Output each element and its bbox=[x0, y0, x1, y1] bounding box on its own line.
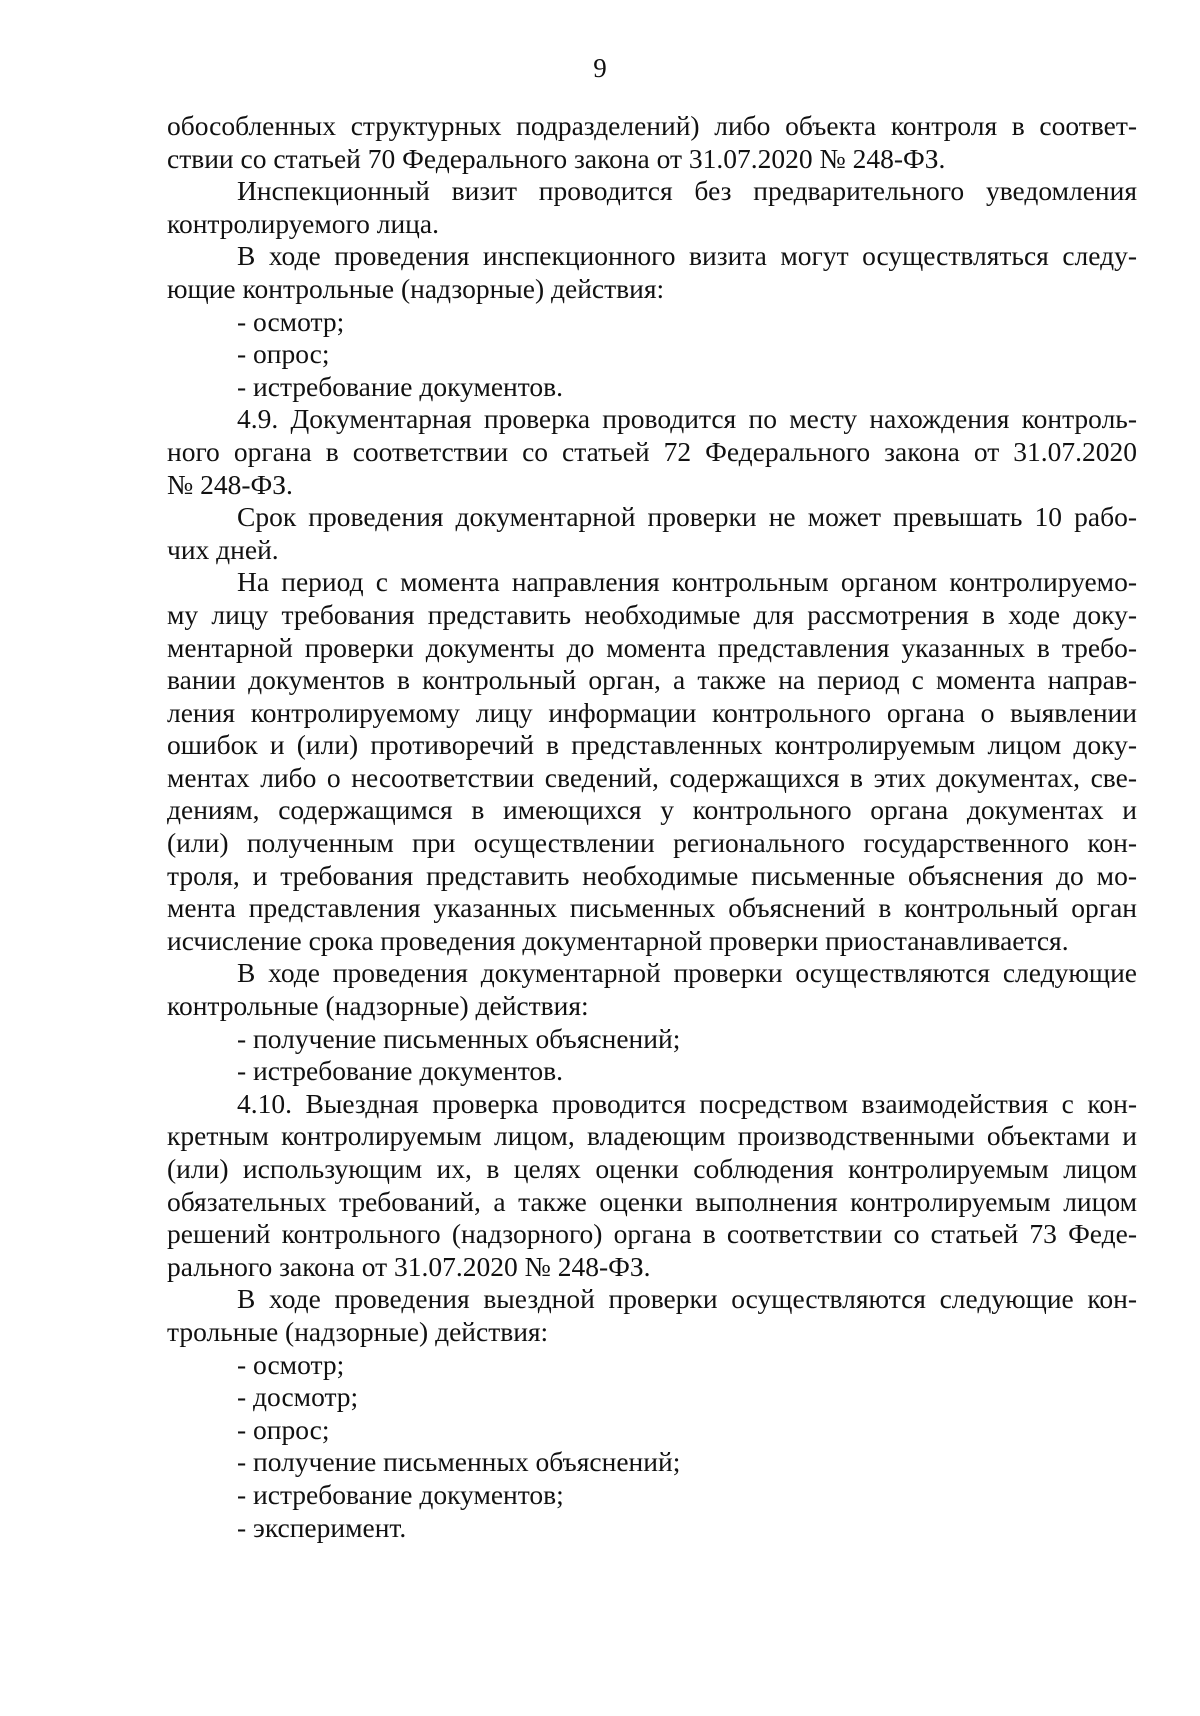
text-line: обязательных требований, а также оценки выполнения контролируемым лицом bbox=[167, 1185, 1137, 1217]
text-line: В ходе проведения документарной проверки осуществляются следующие bbox=[237, 957, 1137, 989]
text-line: 4.10. Выездная проверка проводится посредством взаимодействия с кон- bbox=[237, 1087, 1137, 1119]
text-line: (или) полученным при осуществлении регионального государственного кон- bbox=[167, 827, 1137, 859]
text-line: ного органа в соответствии со статьей 72 Федерального закона от 31.07.2020 bbox=[167, 435, 1137, 467]
text-line: Срок проведения документарной проверки не может превышать 10 рабо- bbox=[237, 501, 1137, 533]
text-line: - истребование документов. bbox=[237, 370, 564, 402]
text-line: мента представления указанных письменных объяснений в контрольный орган bbox=[167, 892, 1137, 924]
text-line: троля, и требования представить необходимые письменные объяснения до мо- bbox=[167, 859, 1137, 891]
text-line: В ходе проведения выездной проверки осуществляются следующие кон- bbox=[237, 1283, 1137, 1315]
text-line: - досмотр; bbox=[237, 1381, 359, 1413]
text-line: № 248-ФЗ. bbox=[167, 468, 293, 500]
text-line: вании документов в контрольный орган, а также на период с момента направ- bbox=[167, 664, 1137, 696]
text-line: ющие контрольные (надзорные) действия: bbox=[167, 272, 665, 304]
text-line: обособленных структурных подразделений) либо объекта контроля в соответ- bbox=[167, 110, 1137, 141]
text-line: рального закона от 31.07.2020 № 248-ФЗ. bbox=[167, 1250, 651, 1282]
text-line: - получение письменных объяснений; bbox=[237, 1446, 681, 1478]
text-line: ошибок и (или) противоречий в представленных контролируемым лицом доку- bbox=[167, 729, 1137, 761]
text-line: исчисление срока проведения документарной проверки приостанавливается. bbox=[167, 924, 1069, 956]
text-line: (или) использующим их, в целях оценки соблюдения контролируемым лицом bbox=[167, 1153, 1137, 1184]
text-line: - осмотр; bbox=[237, 305, 345, 337]
text-line: В ходе проведения инспекционного визита могут осуществляться следу- bbox=[237, 240, 1137, 272]
text-line: 4.9. Документарная проверка проводится по месту нахождения контроль- bbox=[237, 403, 1137, 435]
text-line: решений контрольного (надзорного) органа в соответствии со статьей 73 Феде- bbox=[167, 1218, 1137, 1250]
text-line: Инспекционный визит проводится без предварительного уведомления bbox=[237, 175, 1137, 207]
text-line: - истребование документов; bbox=[237, 1478, 564, 1510]
text-line: му лицу требования представить необходимые для рассмотрения в ходе доку- bbox=[167, 598, 1137, 630]
text-line: - получение письменных объяснений; bbox=[237, 1022, 681, 1054]
text-line: ления контролируемому лицу информации контрольного органа о выявлении bbox=[167, 696, 1137, 728]
text-line: трольные (надзорные) действия: bbox=[167, 1315, 549, 1347]
text-line: ментах либо о несоответствии сведений, содержащихся в этих документах, све- bbox=[167, 761, 1137, 793]
text-line: кретным контролируемым лицом, владеющим производственными объектами и bbox=[167, 1120, 1137, 1152]
text-line: чих дней. bbox=[167, 533, 279, 565]
page-number: 9 bbox=[593, 53, 607, 83]
text-line: дениям, содержащимся в имеющихся у контрольного органа документах и bbox=[167, 794, 1137, 826]
text-line: - опрос; bbox=[237, 1413, 330, 1445]
text-line: контрольные (надзорные) действия: bbox=[167, 990, 589, 1022]
text-line: контролируемого лица. bbox=[167, 207, 439, 239]
text-line: На период с момента направления контрольным органом контролируемо- bbox=[237, 566, 1137, 598]
document-body bbox=[167, 110, 1137, 1544]
text-line: ментарной проверки документы до момента представления указанных в требо- bbox=[167, 631, 1137, 663]
text-line: ствии со статьей 70 Федерального закона от 31.07.2020 № 248-ФЗ. bbox=[167, 142, 946, 174]
text-line: - опрос; bbox=[237, 338, 330, 370]
text-line: - истребование документов. bbox=[237, 1055, 564, 1087]
text-line: - эксперимент. bbox=[237, 1511, 407, 1543]
text-line: - осмотр; bbox=[237, 1348, 345, 1380]
